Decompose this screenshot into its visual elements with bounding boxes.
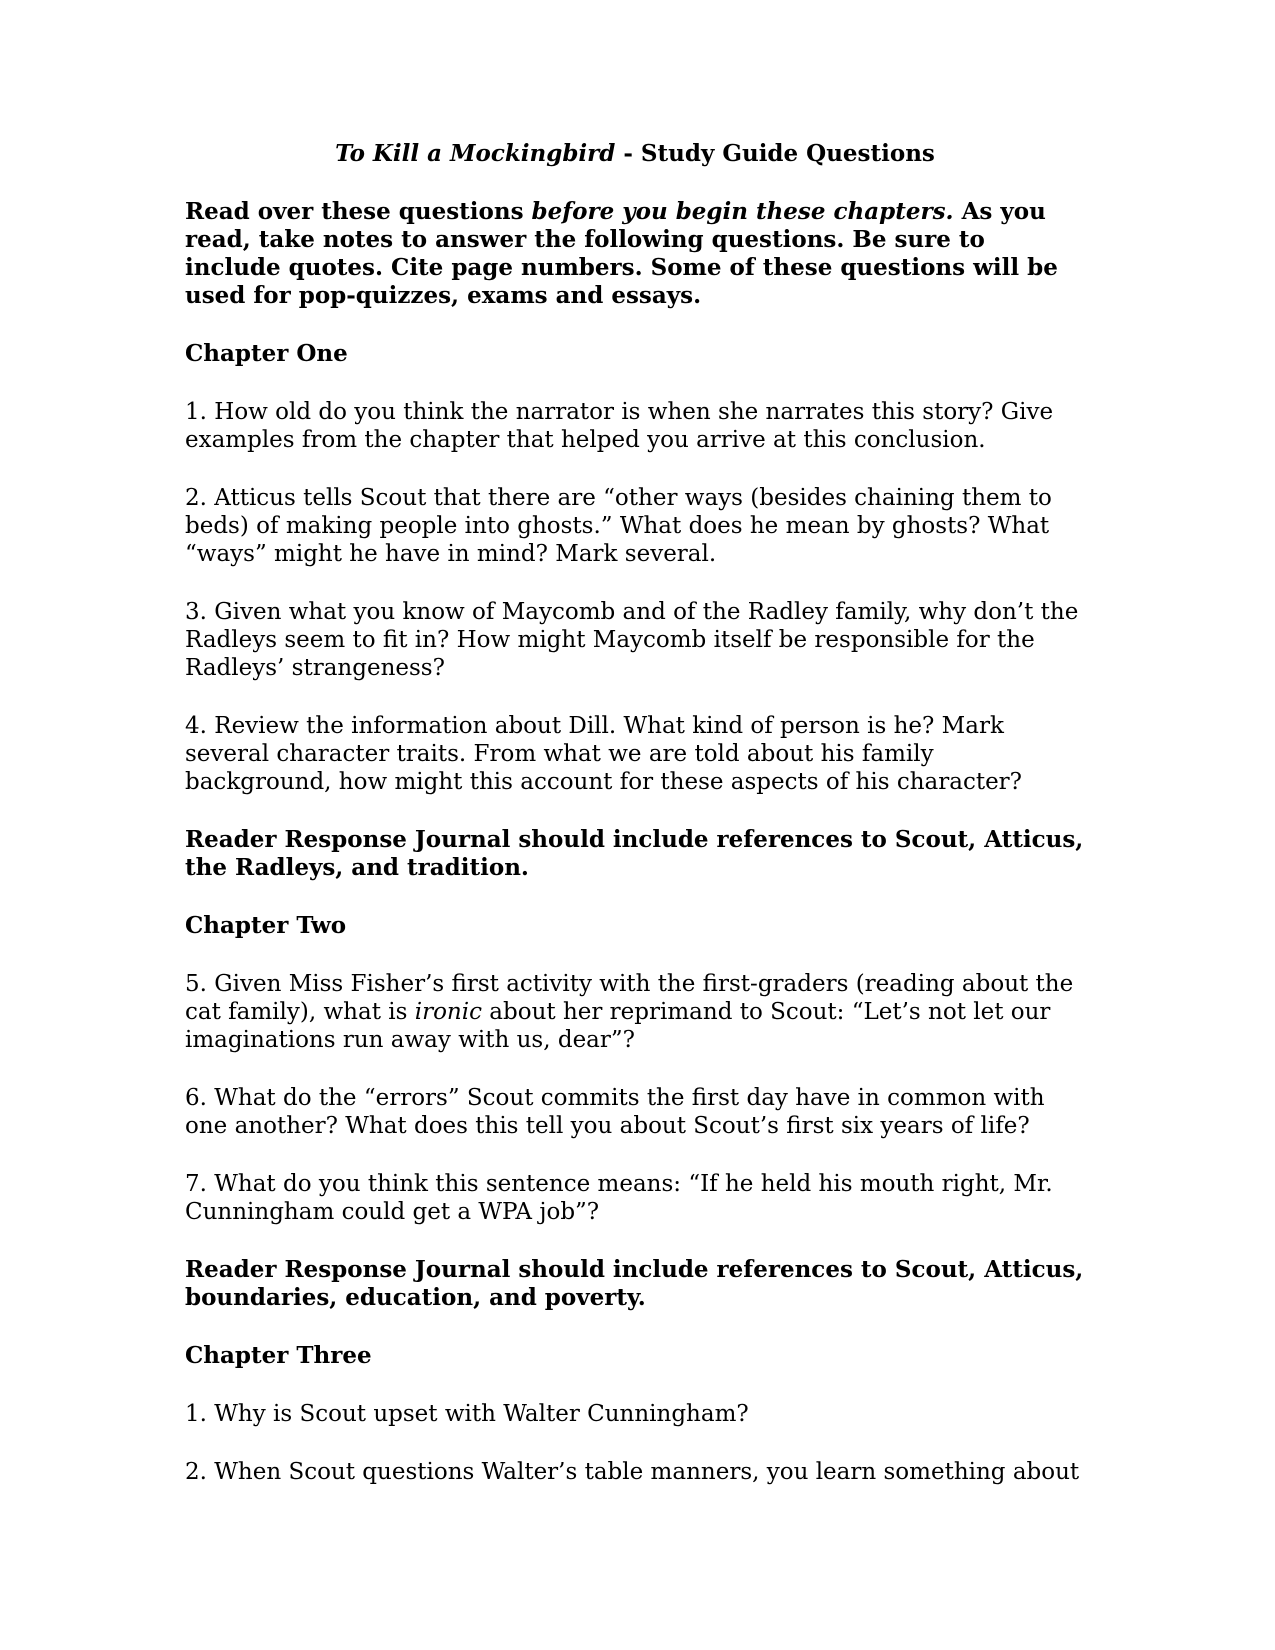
chapter-one-question-1: 1. How old do you think the narrator is when she narrates this story? Give examples from the chapter that helped you arrive at this conclusion. <box>185 399 1054 453</box>
chapter-one-journal-note: Reader Response Journal should include references to Scout, Atticus, the Radleys, and tradition. <box>185 826 1084 881</box>
q5-emphasis: ironic <box>414 999 482 1025</box>
chapter-two-question-6: 6. What do the “errors” Scout commits the first day have in common with one another? What does this tell you about Scout’s first six years of life? <box>185 1085 1045 1139</box>
chapter-one-question-4: 4. Review the information about Dill. What kind of person is he? Mark several character traits. From what we are told about his family background, how might this account for these aspects of his character? <box>185 713 1023 795</box>
intro-instructions <box>185 198 1085 310</box>
chapter-two-heading: Chapter Two <box>185 912 347 939</box>
chapter-three-question-1: 1. Why is Scout upset with Walter Cunningham? <box>185 1401 749 1427</box>
book-title: To Kill a Mockingbird <box>335 140 616 167</box>
intro-part2: As you read, take notes to answer the following questions. Be sure to include quotes. Cite page numbers. Some of these questions will be used for pop-quizzes, exams and essays. <box>185 198 1058 309</box>
chapter-one-question-2: 2. Atticus tells Scout that there are “other ways (besides chaining them to beds) of making people into ghosts.” What does he mean by ghosts? What “ways” might he have in mind? Mark several. <box>185 485 1052 567</box>
chapter-two-question-5 <box>185 970 1085 1054</box>
q5-part2: about her reprimand to Scout: “Let’s not let our imaginations run away with us, dear”? <box>185 999 1051 1053</box>
chapter-one-question-3: 3. Given what you know of Maycomb and of the Radley family, why don’t the Radleys seem to fit in? How might Maycomb itself be responsible for the Radleys’ strangeness? <box>185 599 1079 681</box>
chapter-three-question-2: 2. When Scout questions Walter’s table manners, you learn something about <box>185 1459 1080 1485</box>
document-title <box>185 140 1085 168</box>
chapter-three-heading: Chapter Three <box>185 1342 372 1369</box>
intro-emphasis: before you begin these chapters. <box>531 198 954 225</box>
document-page <box>185 140 1085 1516</box>
q5-part1: 5. Given Miss Fisher’s first activity with the first-graders (reading about the cat family), what is <box>185 971 1074 1025</box>
chapter-one-heading: Chapter One <box>185 340 348 367</box>
title-suffix: - Study Guide Questions <box>615 140 935 167</box>
chapter-two-question-7: 7. What do you think this sentence means: “If he held his mouth right, Mr. Cunningham could get a WPA job”? <box>185 1171 1053 1225</box>
intro-part1: Read over these questions <box>185 198 532 225</box>
chapter-two-journal-note: Reader Response Journal should include references to Scout, Atticus, boundaries, education, and poverty. <box>185 1256 1084 1311</box>
